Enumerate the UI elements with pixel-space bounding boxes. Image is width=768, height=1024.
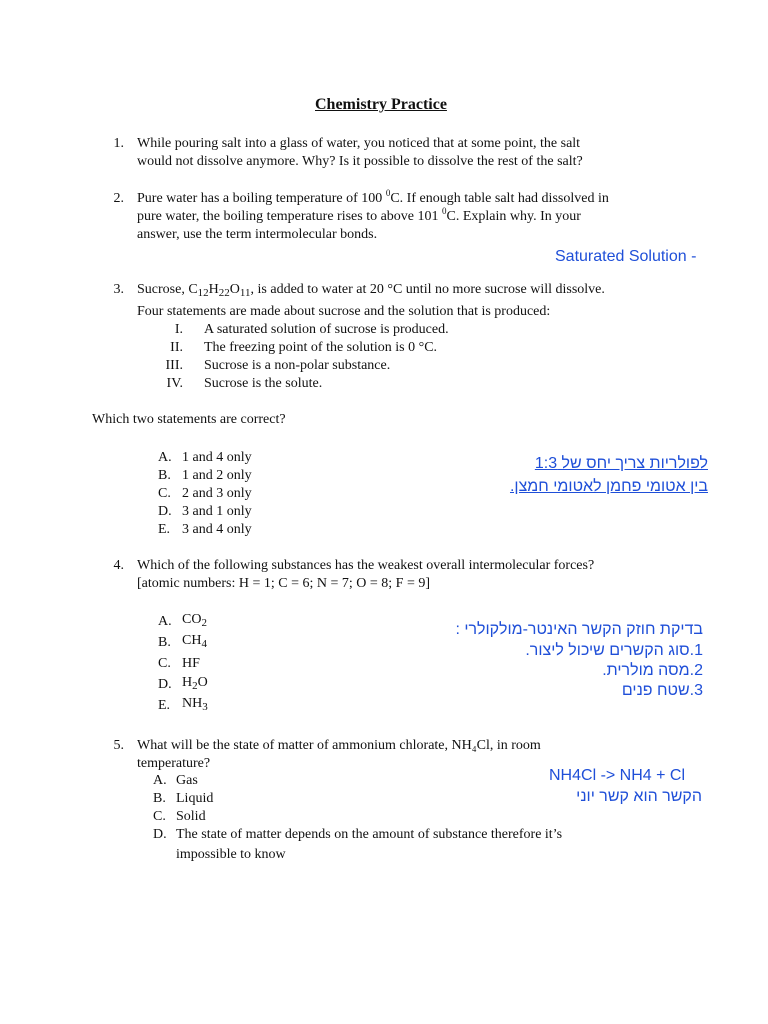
annotation-forces-line1: בדיקת חוזק הקשר האינטר-מולקולרי : [455,621,703,638]
option-letter: E. [158,522,171,537]
option-letter: D. [153,827,167,842]
option-text: impossible to know [176,847,286,862]
question-text: would not dissolve anymore. Why? Is it possible to dissolve the rest of the salt? [137,154,583,169]
question-text: Four statements are made about sucrose and the solution that is produced: [137,304,551,319]
option-letter: B. [158,468,171,483]
option-text: 3 and 1 only [182,504,252,519]
option-text: 3 and 4 only [182,522,252,537]
option-letter: B. [153,791,166,806]
option-letter: E. [158,698,171,713]
annotation-polarity-line2: בין אטומי פחמן לאטומי חמצן. [509,478,708,495]
statement-text: Sucrose is a non-polar substance. [204,358,391,373]
page-title: Chemistry Practice [315,96,447,113]
question-text: temperature? [137,756,211,771]
statement-number: I. [174,322,183,337]
statement-text: The freezing point of the solution is 0 °C. [204,340,438,355]
question-text: Which of the following substances has the weakest overall intermolecular forces? [137,558,595,573]
question-number: 5. [113,738,124,753]
option-text: $CO_2$ [182,612,207,629]
option-letter: A. [158,450,172,465]
option-text: 1 and 2 only [182,468,252,483]
option-letter: A. [153,773,167,788]
option-text: $CH_4$ [182,633,207,650]
option-text: 1 and 4 only [182,450,252,465]
question-text: Pure water has a boiling temperature of 100 $^0$C. If enough table salt had dissolved in [137,188,609,206]
option-letter: C. [158,656,171,671]
option-text: Solid [176,809,206,824]
question-prompt: Which two statements are correct? [92,412,286,427]
question-number: 3. [113,282,124,297]
option-text: Gas [176,773,198,788]
statement-text: Sucrose is the solute. [204,376,323,391]
question-text: [atomic numbers: H = 1; C = 6; N = 7; O = 8; F = 9] [137,576,431,591]
option-letter: B. [158,635,171,650]
question-number: 2. [113,191,124,206]
statement-text: A saturated solution of sucrose is produced. [204,322,449,337]
statement-number: II. [170,340,183,355]
option-letter: D. [158,504,172,519]
annotation-saturated-solution: Saturated Solution - [555,248,697,265]
statement-number: III. [165,358,183,373]
question-number: 1. [113,136,124,151]
option-letter: C. [158,486,171,501]
annotation-ionic-formula: NH4Cl -> NH4 + Cl [549,767,686,784]
option-letter: A. [158,614,172,629]
question-text: Sucrose, $C_{12}H_{22}O_{11}$, is added to water at 20 °C until no more sucrose will dissolve. [137,282,605,299]
annotation-ionic-bond: הקשר הוא קשר יוני [576,788,702,805]
statement-number: IV. [166,376,183,391]
question-text: What will be the state of matter of ammonium chlorate, NH₄Cl, in room [137,738,541,753]
question-text: While pouring salt into a glass of water, you noticed that at some point, the salt [137,136,581,151]
option-text: HF [182,656,200,671]
annotation-forces-line3: 2.מסה מולרית. [602,662,703,679]
annotation-polarity-line1: לפולריות צריך יחס של 1:3 [534,455,708,472]
option-text: 2 and 3 only [182,486,252,501]
question-number: 4. [113,558,124,573]
option-text: $H_2O$ [182,675,208,692]
option-letter: C. [153,809,166,824]
annotation-forces-line4: 3.שטח פנים [621,682,703,699]
option-text: The state of matter depends on the amount of substance therefore it’s [176,827,563,842]
option-text: $NH_3$ [182,696,208,713]
question-text: answer, use the term intermolecular bonds. [137,227,378,242]
annotation-forces-line2: 1.סוג הקשרים שיכול ליצור. [525,642,703,659]
question-text: pure water, the boiling temperature rises to above 101 $^0$C. Explain why. In your [137,206,581,224]
option-text: Liquid [176,791,214,806]
option-letter: D. [158,677,172,692]
